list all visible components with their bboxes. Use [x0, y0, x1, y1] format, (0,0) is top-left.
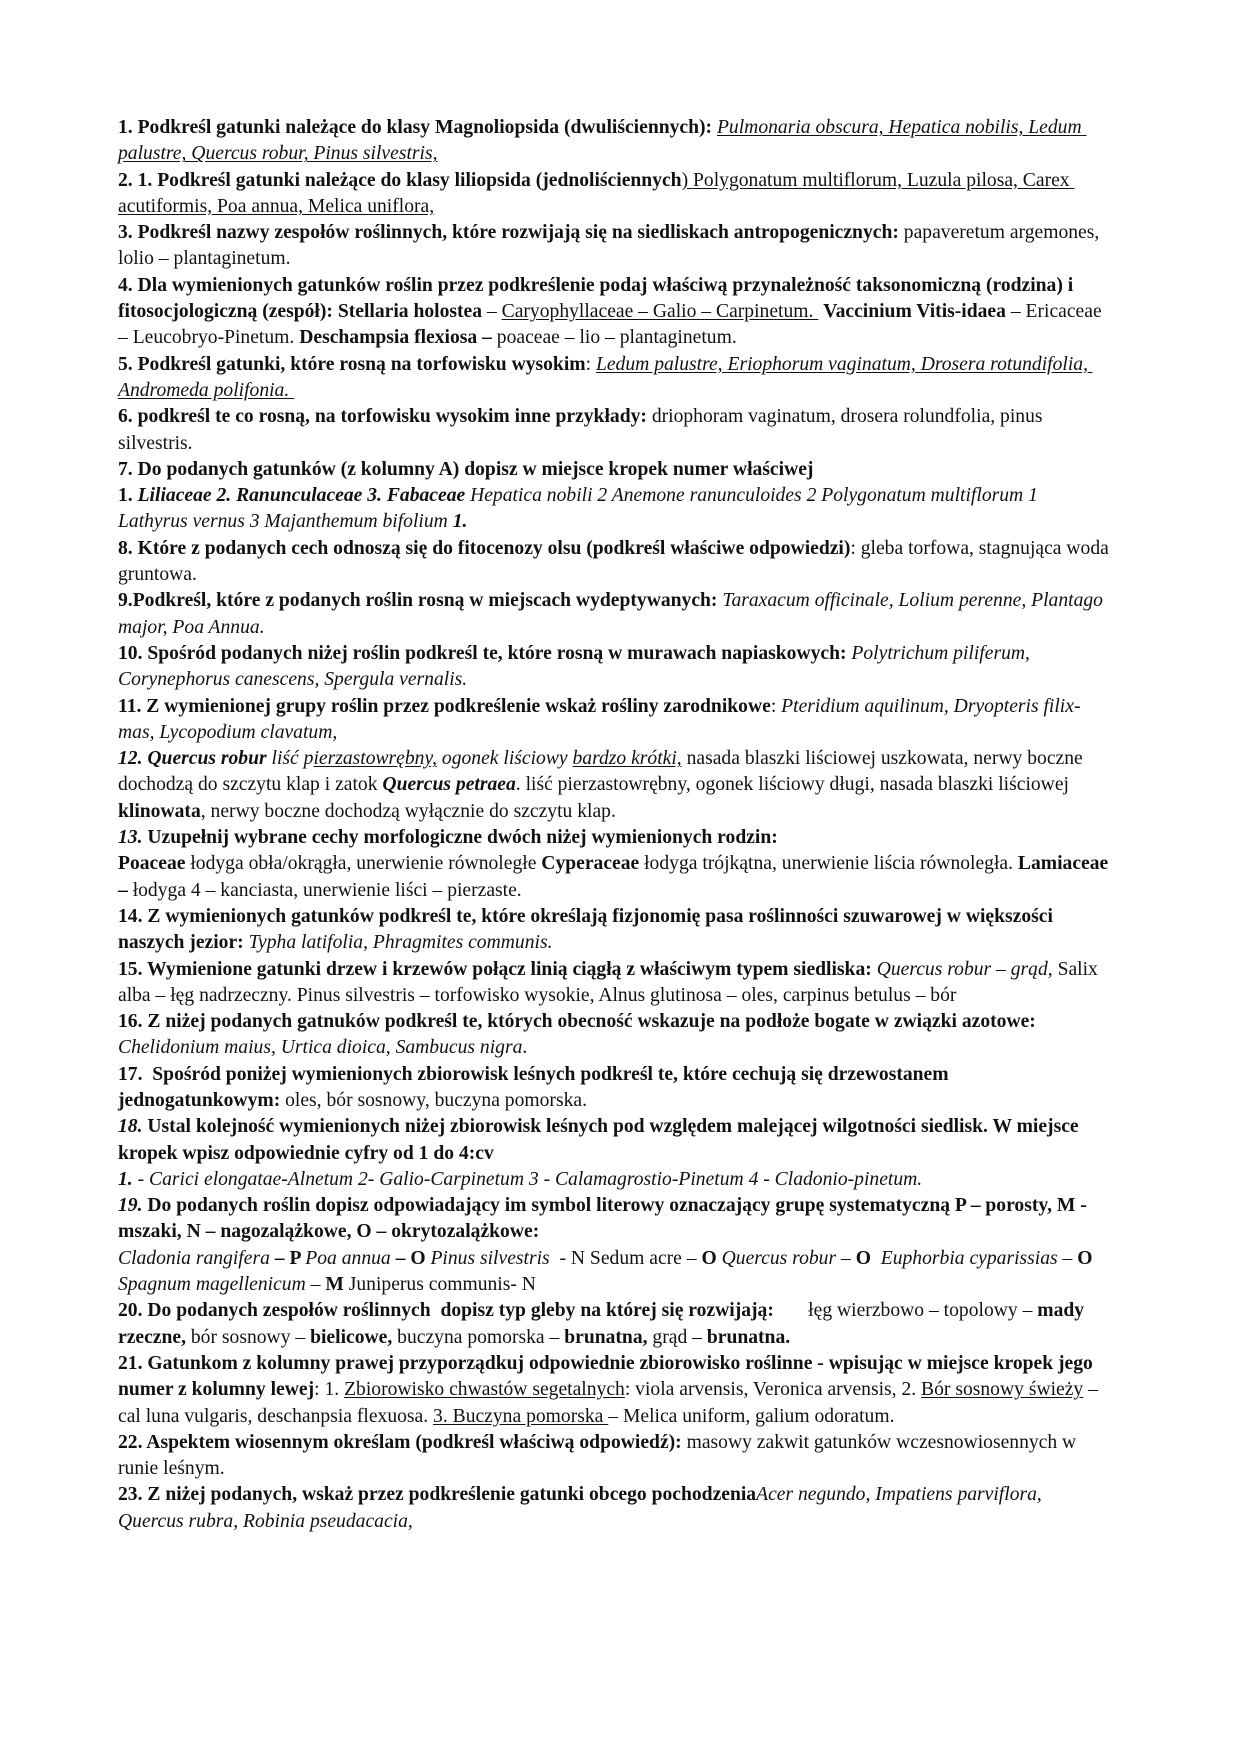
question-q19: [118, 1193, 1110, 1246]
question-text-segment: Chelidonium maius, Urtica dioica, Sambucus nigra: [118, 1037, 523, 1059]
question-text-segment: Quercus petraea: [382, 774, 516, 796]
question-text-segment: Vaccinium Vitis-idaea: [823, 301, 1006, 323]
question-text-segment: Quercus robur – grąd,: [876, 958, 1053, 980]
question-text-segment: Juniperus communis- N: [343, 1274, 536, 1296]
question-text-segment: Polytrichum piliferum, Corynephorus canescens, Spergula vernalis.: [118, 642, 1035, 691]
question-text-segment: ) Polygonatum multiflorum, Luzula pilosa, Carex acutiformis, Poa annua, Melica uniflora,: [118, 169, 1075, 217]
question-text-segment: 7. Do podanych gatunków (z kolumny A) dopisz w miejsce kropek numer właściwej: [118, 458, 814, 480]
question-text-segment: 1.: [452, 511, 468, 533]
question-text-segment: nasada blaszki liściowej uszkowata, nerwy boczne dochodzą do szczytu klap i zatok: [118, 748, 1088, 796]
question-text-segment: Pinus silvestris: [430, 1247, 550, 1269]
question-q19b: [118, 1246, 1110, 1299]
question-text-segment: 4. Dla wymienionych gatunków roślin przez podkreślenie podaj właściwą przynależność taksonomiczną (rodzina) i fitosocjologiczną (zespół): Stellaria holostea: [118, 274, 1079, 323]
question-text-segment: Cyperaceae: [541, 853, 640, 875]
question-text-segment: M: [325, 1274, 344, 1296]
question-text-segment: Typha latifolia, Phragmites communis.: [248, 932, 553, 954]
question-list: [118, 115, 1114, 1535]
question-text-segment: Zbiorowisko chwastów segetalnych: [344, 1379, 625, 1401]
question-text-segment: –: [305, 1274, 326, 1296]
question-text-segment: 22. Aspektem wiosennym określam (podkreśl właściwą odpowiedź):: [118, 1431, 682, 1453]
question-text-segment: Pulmonaria obscura, Hepatica nobilis, Ledum palustre, Quercus robur, Pinus silvestris,: [118, 117, 1087, 165]
question-text-segment: ierzastowrębny,: [313, 748, 437, 770]
question-text-segment: brunatna.: [706, 1326, 791, 1348]
question-text-segment: 2. 1. Podkreśl gatunki należące do klasy liliopsida (jednoliściennych: [118, 169, 682, 191]
question-text-segment: 6. podkreśl te co rosną, na torfowisku wysokim inne przykłady:: [118, 406, 647, 428]
question-text-segment: Uzupełnij wybrane cechy morfologiczne dwóch niżej wymienionych rodzin:: [142, 827, 778, 849]
question-text-segment: Deschampsia flexiosa –: [299, 327, 492, 349]
question-q3: [118, 220, 1110, 273]
question-text-segment: –: [482, 301, 502, 323]
question-text-segment: 11. Z wymienionej grupy roślin przez podkreślenie wskaż rośliny zarodnikowe: [118, 695, 771, 717]
question-q7: [118, 457, 1110, 483]
question-text-segment: 20. Do podanych zespołów roślinnych dopisz typ gleby na której się rozwijają:: [118, 1300, 774, 1322]
question-text-segment: Spagnum magellenicum: [118, 1274, 306, 1296]
question-text-segment: [871, 1248, 881, 1269]
question-q8: [118, 536, 1114, 589]
question-text-segment: Poaceae: [118, 853, 186, 875]
question-text-segment: bielicowe,: [310, 1326, 393, 1348]
question-text-segment: : gleba torfowa, stagnująca woda gruntowa.: [118, 537, 1114, 586]
question-text-segment: łęg wierzbowo – topolowy –: [773, 1300, 1038, 1322]
question-text-segment: 8. Które z podanych cech odnoszą się do fitocenozy olsu (podkreśl właściwe odpowiedzi): [118, 537, 851, 559]
question-q9: [118, 588, 1110, 641]
question-text-segment: mady rzeczne,: [118, 1300, 1090, 1348]
question-text-segment: poaceae – lio – plantaginetum.: [491, 327, 737, 349]
question-text-segment: :: [585, 353, 596, 375]
question-text-segment: buczyna pomorska –: [392, 1326, 565, 1348]
question-q13: [118, 825, 1110, 851]
question-text-segment: grąd –: [647, 1326, 707, 1348]
question-q5: [118, 352, 1110, 405]
question-text-segment: . liść pierzastowrębny, ogonek liściowy długi, nasada blaszki liściowej: [515, 774, 1074, 796]
question-q18b: [118, 1167, 1110, 1193]
question-text-segment: 19.: [118, 1195, 143, 1217]
question-text-segment: 3. Podkreśl nazwy zespołów roślinnych, które rozwijają się na siedliskach antropogenicznych:: [118, 222, 904, 244]
question-text-segment: Ledum palustre, Eriophorum vaginatum, Drosera rotundifolia, Andromeda polifonia.: [118, 353, 1093, 401]
question-text-segment: 5. Podkreśl gatunki, które rosną na torfowisku wysokim: [118, 353, 586, 375]
question-q4: [118, 273, 1110, 352]
question-text-segment: Liliaceae 2. Ranunculaceae 3. Fabaceae: [137, 485, 466, 507]
question-q12: [118, 746, 1110, 825]
question-text-segment: O: [701, 1247, 717, 1269]
question-text-segment: O: [1077, 1247, 1093, 1269]
question-text-segment: - N Sedum acre –: [549, 1247, 702, 1269]
question-text-segment: 9.Podkreśl, które z podanych roślin rosną w miejscach wydeptywanych:: [118, 590, 723, 612]
question-text-segment: –: [836, 1247, 856, 1269]
question-text-segment: bór sosnowy –: [185, 1326, 311, 1348]
question-q7b: [118, 483, 1110, 536]
question-text-segment: 17. Spośród poniżej wymienionych zbiorowisk leśnych podkreśl te, które cechują się drzewostanem jednogatunkowym:: [118, 1063, 954, 1111]
question-text-segment: – P: [269, 1247, 306, 1269]
question-text-segment: ogonek liściowy: [437, 748, 573, 770]
question-text-segment: O: [855, 1247, 871, 1269]
question-text-segment: driophoram vaginatum, drosera rolundfolia, pinus silvestris.: [118, 406, 1048, 454]
question-text-segment: - Carici elongatae-Alnetum 2- Galio-Carpinetum 3 - Calamagrostio-Pinetum 4 - Cladonio-pinetum.: [132, 1168, 923, 1190]
question-q16: [118, 1009, 1110, 1062]
question-text-segment: 15. Wymienione gatunki drzew i krzewów połącz linią ciągłą z właściwym typem siedliska:: [118, 958, 877, 980]
question-text-segment: 3. Buczyna pomorska: [433, 1405, 609, 1427]
question-q23: [118, 1482, 1110, 1535]
question-text-segment: – Ericaceae – Leucobryo-Pinetum.: [118, 301, 1107, 349]
question-text-segment: , nerwy boczne dochodzą wyłącznie do szczytu klap.: [200, 800, 616, 822]
question-text-segment: Pteridium aquilinum, Dryopteris filix-mas, Lycopodium clavatum,: [118, 695, 1081, 743]
question-text-segment: oles, bór sosnowy, buczyna pomorska.: [285, 1089, 587, 1111]
question-text-segment: Quercus robur: [721, 1247, 837, 1269]
question-text-segment: – O: [390, 1247, 431, 1269]
question-text-segment: 1.: [118, 1168, 133, 1190]
question-q13b: [118, 851, 1114, 904]
question-text-segment: brunatna,: [564, 1326, 648, 1348]
question-text-segment: Acer negundo, Impatiens parviflora, Quercus rubra, Robinia pseudacacia,: [118, 1484, 1047, 1532]
question-text-segment: liść p: [266, 748, 314, 770]
question-text-segment: Cladonia rangifera: [118, 1247, 270, 1269]
question-text-segment: 21. Gatunkom z kolumny prawej przyporządkuj odpowiednie zbiorowisko roślinne - wpisując w miejsce kropek jego numer z kolumny lewej: [118, 1352, 1098, 1401]
question-q21: [118, 1351, 1110, 1430]
question-q11: [118, 694, 1110, 747]
question-text-segment: Do podanych roślin dopisz odpowiadający im symbol literowy oznaczający grupę systematyczną P – porosty, M -mszaki, N – nagozalążkowe, O – okrytozalążkowe:: [118, 1195, 1087, 1243]
question-text-segment: – Melica uniform, galium odoratum.: [608, 1405, 895, 1427]
question-text-segment: masowy zakwit gatunków wczesnowiosennych w runie leśnym.: [118, 1431, 1082, 1480]
question-text-segment: łodyga obła/okrągła, unerwienie równoległe: [185, 853, 542, 875]
question-text-segment: 23. Z niżej podanych, wskaż przez podkreślenie gatunki obcego pochodzenia: [118, 1484, 757, 1506]
question-text-segment: Hepatica nobili 2 Anemone ranunculoides 2 Polygonatum multiflorum 1 Lathyrus vernus 3 Majanthemum bifolium: [118, 485, 1043, 533]
question-q20: [118, 1298, 1110, 1351]
question-text-segment: : viola arvensis, Veronica arvensis, 2.: [624, 1379, 922, 1401]
question-text-segment: 16. Z niżej podanych gatnuków podkreśl te, których obecność wskazuje na podłoże bogate w związki azotowe:: [118, 1011, 1041, 1033]
question-text-segment: Taraxacum officinale, Lolium perenne, Plantago major, Poa Annua.: [118, 590, 1108, 638]
question-q15: [118, 957, 1110, 1010]
question-text-segment: 14. Z wymienionych gatunków podkreśl te, które określają fizjonomię pasa roślinności szuwarowej w większości naszych jezior:: [118, 905, 1058, 954]
question-text-segment: 1.: [118, 485, 138, 507]
question-text-segment: :: [770, 695, 782, 717]
question-text-segment: papaveretum argemones, lolio – plantaginetum.: [118, 222, 1105, 270]
question-text-segment: Lamiaceae –: [118, 853, 1114, 901]
question-q17: [118, 1062, 1110, 1115]
question-text-segment: Caryophyllaceae – Galio – Carpinetum.: [501, 301, 819, 323]
question-text-segment: 12. Quercus robur: [118, 748, 267, 770]
question-text-segment: Salix alba – łęg nadrzeczny. Pinus silvestris – torfowisko wysokie, Alnus glutinosa – oles, carpinus betulus – bór: [118, 958, 1103, 1006]
question-text-segment: – cal luna vulgaris, deschanpsia flexuosa.: [118, 1379, 1103, 1427]
question-text-segment: 1. Podkreśl gatunki należące do klasy Magnoliopsida (dwuliściennych):: [118, 117, 717, 138]
question-text-segment: Poa annua: [305, 1247, 391, 1269]
question-text-segment: łodyga trójkątna, unerwienie liścia równoległa.: [639, 853, 1018, 875]
question-q18: [118, 1114, 1110, 1167]
question-text-segment: łodyga 4 – kanciasta, unerwienie liści – pierzaste.: [127, 879, 522, 901]
question-q22: [118, 1430, 1110, 1483]
question-text-segment: Bór sosnowy świeży: [921, 1379, 1084, 1401]
question-q14: [118, 904, 1110, 957]
question-text-segment: Ustal kolejność wymienionych niżej zbiorowisk leśnych pod względem malejącej wilgotności siedlisk. W miejsce kropek wpisz odpowiednie cyfry od 1 do 4:cv: [118, 1116, 1084, 1164]
question-q10: [118, 641, 1110, 694]
question-q1: [118, 115, 1110, 168]
question-q6: [118, 404, 1110, 457]
question-text-segment: bardzo krótki,: [572, 748, 682, 770]
question-text-segment: –: [1057, 1247, 1078, 1269]
question-text-segment: klinowata: [118, 800, 201, 822]
question-text-segment: 13.: [118, 827, 143, 849]
question-text-segment: .: [522, 1037, 528, 1059]
question-text-segment: : 1.: [314, 1379, 345, 1401]
question-q2: [118, 168, 1110, 221]
question-text-segment: Euphorbia cyparissias: [880, 1247, 1058, 1269]
question-text-segment: 10. Spośród podanych niżej roślin podkreśl te, które rosną w murawach napiaskowych:: [118, 642, 852, 664]
question-text-segment: [1092, 1248, 1097, 1269]
question-text-segment: 18.: [118, 1116, 143, 1138]
